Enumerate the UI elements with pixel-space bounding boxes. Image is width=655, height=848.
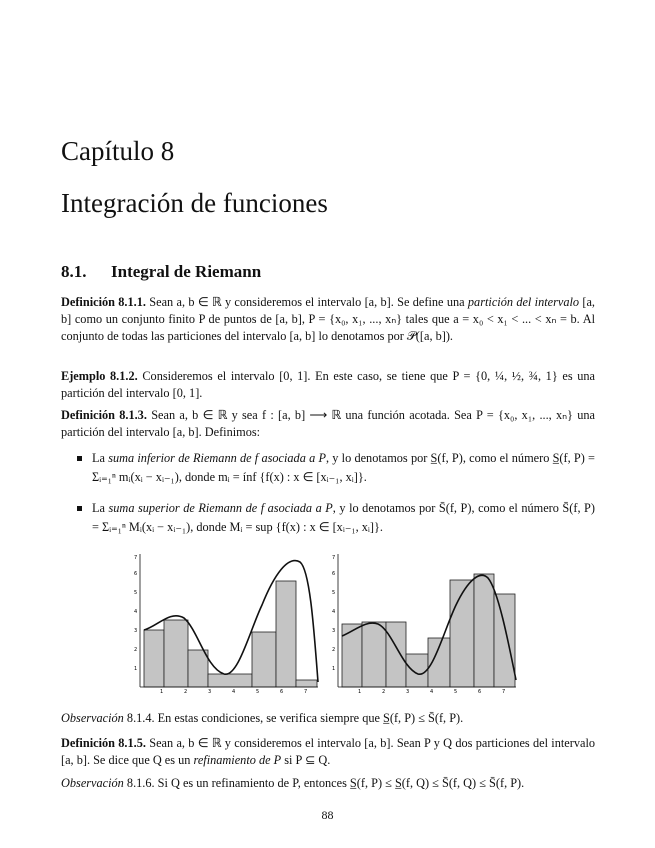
definition-head: Definición 8.1.1. <box>61 295 146 309</box>
x-tick-label: 3 <box>208 689 212 695</box>
y-tick-label: 4 <box>134 609 138 615</box>
y-tick-label: 6 <box>332 571 336 577</box>
definition-8-1-3 <box>61 407 595 441</box>
y-tick-label: 2 <box>134 647 138 653</box>
x-tick-label: 4 <box>232 689 236 695</box>
observation-text: 8.1.6. Si Q es un refinamiento de P, entonces S̲(f, P) ≤ S̲(f, Q) ≤ S̄(f, Q) ≤ S̄(f, P). <box>126 776 525 790</box>
example-8-1-2 <box>61 368 595 402</box>
y-tick-label: 1 <box>134 666 138 672</box>
definition-8-1-5 <box>61 735 595 769</box>
x-tick-label: 3 <box>406 689 410 695</box>
chapter-title: Integración de funciones <box>61 188 328 218</box>
upper-bar <box>494 594 515 687</box>
lower-bar <box>164 620 188 687</box>
upper-sum-figure <box>326 550 518 695</box>
y-tick-label: 7 <box>134 555 138 561</box>
x-tick-label: 6 <box>478 689 482 695</box>
y-tick-label: 6 <box>134 571 138 577</box>
bullet-icon <box>77 506 82 511</box>
bullet-upper-sum <box>80 499 595 537</box>
lower-bar <box>188 650 208 687</box>
bullet-term: suma inferior de Riemann de f asociada a P <box>108 451 326 465</box>
lower-bar <box>252 632 276 687</box>
definition-term: partición del intervalo <box>467 295 580 309</box>
x-tick-label: 7 <box>502 689 506 695</box>
definition-text: Sean a, b ∈ ℝ y consideremos el intervalo [a, b]. Se define una <box>149 295 468 309</box>
x-tick-label: 1 <box>160 689 164 695</box>
upper-bar <box>342 624 362 687</box>
lower-sum-figure <box>128 550 320 695</box>
y-tick-label: 2 <box>332 647 336 653</box>
bullet-icon <box>77 456 82 461</box>
y-tick-label: 1 <box>332 666 336 672</box>
bullet-text: , y lo denotamos por S̄(f, P), como el número S̄(f, P) = Σᵢ₌₁ⁿ Mᵢ(xᵢ − xᵢ₋₁), donde Mᵢ = sup {f(x) : x ∈ [xᵢ₋₁, xᵢ]}. <box>92 501 595 534</box>
bullet-lower-sum <box>80 449 595 487</box>
definition-text: Sean a, b ∈ ℝ y sea f : [a, b] ⟶ ℝ una función acotada. Sea P = {x₀, x₁, ..., xₙ} una partición del intervalo [a, b]. Definimos: <box>61 408 595 439</box>
upper-bar <box>474 574 494 687</box>
y-tick-label: 5 <box>332 590 336 596</box>
example-head: Ejemplo 8.1.2. <box>61 369 138 383</box>
example-text: Consideremos el intervalo [0, 1]. En este caso, se tiene que P = {0, ¼, ½, ¾, 1} es una partición del intervalo [0, 1]. <box>61 369 595 400</box>
lower-bar <box>144 630 164 687</box>
page-number: 88 <box>321 808 334 822</box>
chapter-label: Capítulo 8 <box>61 136 175 166</box>
y-tick-label: 4 <box>332 609 336 615</box>
y-tick-label: 3 <box>332 628 336 634</box>
x-tick-label: 6 <box>280 689 284 695</box>
bullet-text: , y lo denotamos por S̲(f, P), como el número S̲(f, P) = Σᵢ₌₁ⁿ mᵢ(xᵢ − xᵢ₋₁), donde mᵢ = ínf {f(x) : x ∈ [xᵢ₋₁, xᵢ]}. <box>92 451 595 484</box>
lower-bar <box>296 680 317 687</box>
bullet-text: La <box>92 451 109 465</box>
definition-text: si P ⊆ Q. <box>281 753 331 767</box>
y-tick-label: 5 <box>134 590 138 596</box>
y-tick-label: 3 <box>134 628 138 634</box>
definition-term: refinamiento de P <box>193 753 282 767</box>
section-number: 8.1. <box>61 262 87 281</box>
definition-head: Definición 8.1.3. <box>61 408 147 422</box>
upper-bar <box>386 622 406 687</box>
section-heading <box>61 262 261 282</box>
definition-text: [a, b] como un conjunto finito P de puntos de [a, b], P = {x₀, x₁, ..., xₙ} tales que a = x₀ < x₁ < ... < xₙ = b. Al conjunto de todas las particiones del intervalo [a, b] lo denotamos por 𝒫([a, b]). <box>61 295 596 343</box>
x-tick-label: 2 <box>382 689 386 695</box>
definition-text: Sean a, b ∈ ℝ y consideremos el intervalo [a, b]. Sean P y Q dos particiones del intervalo [a, b]. Se dice que Q es un <box>61 736 596 767</box>
bullet-text: La <box>92 501 109 515</box>
x-tick-label: 5 <box>256 689 260 695</box>
definition-8-1-1 <box>61 294 595 345</box>
observation-8-1-4 <box>61 710 595 727</box>
x-tick-label: 1 <box>358 689 362 695</box>
lower-bar <box>276 581 296 687</box>
observation-8-1-6 <box>61 775 595 792</box>
upper-bar <box>362 622 386 687</box>
x-tick-label: 4 <box>430 689 434 695</box>
x-tick-label: 7 <box>304 689 308 695</box>
section-title: Integral de Riemann <box>111 262 262 281</box>
observation-head: Observación <box>61 776 124 790</box>
definition-head: Definición 8.1.5. <box>61 736 146 750</box>
observation-text: 8.1.4. En estas condiciones, se verifica siempre que S̲(f, P) ≤ S̄(f, P). <box>126 711 464 725</box>
lower-bar <box>208 674 252 687</box>
x-tick-label: 2 <box>184 689 188 695</box>
y-tick-label: 7 <box>332 555 336 561</box>
upper-bar <box>406 654 428 687</box>
x-tick-label: 5 <box>454 689 458 695</box>
upper-bar <box>450 580 474 687</box>
bullet-term: suma superior de Riemann de f asociada a P <box>108 501 333 515</box>
observation-head: Observación <box>61 711 124 725</box>
